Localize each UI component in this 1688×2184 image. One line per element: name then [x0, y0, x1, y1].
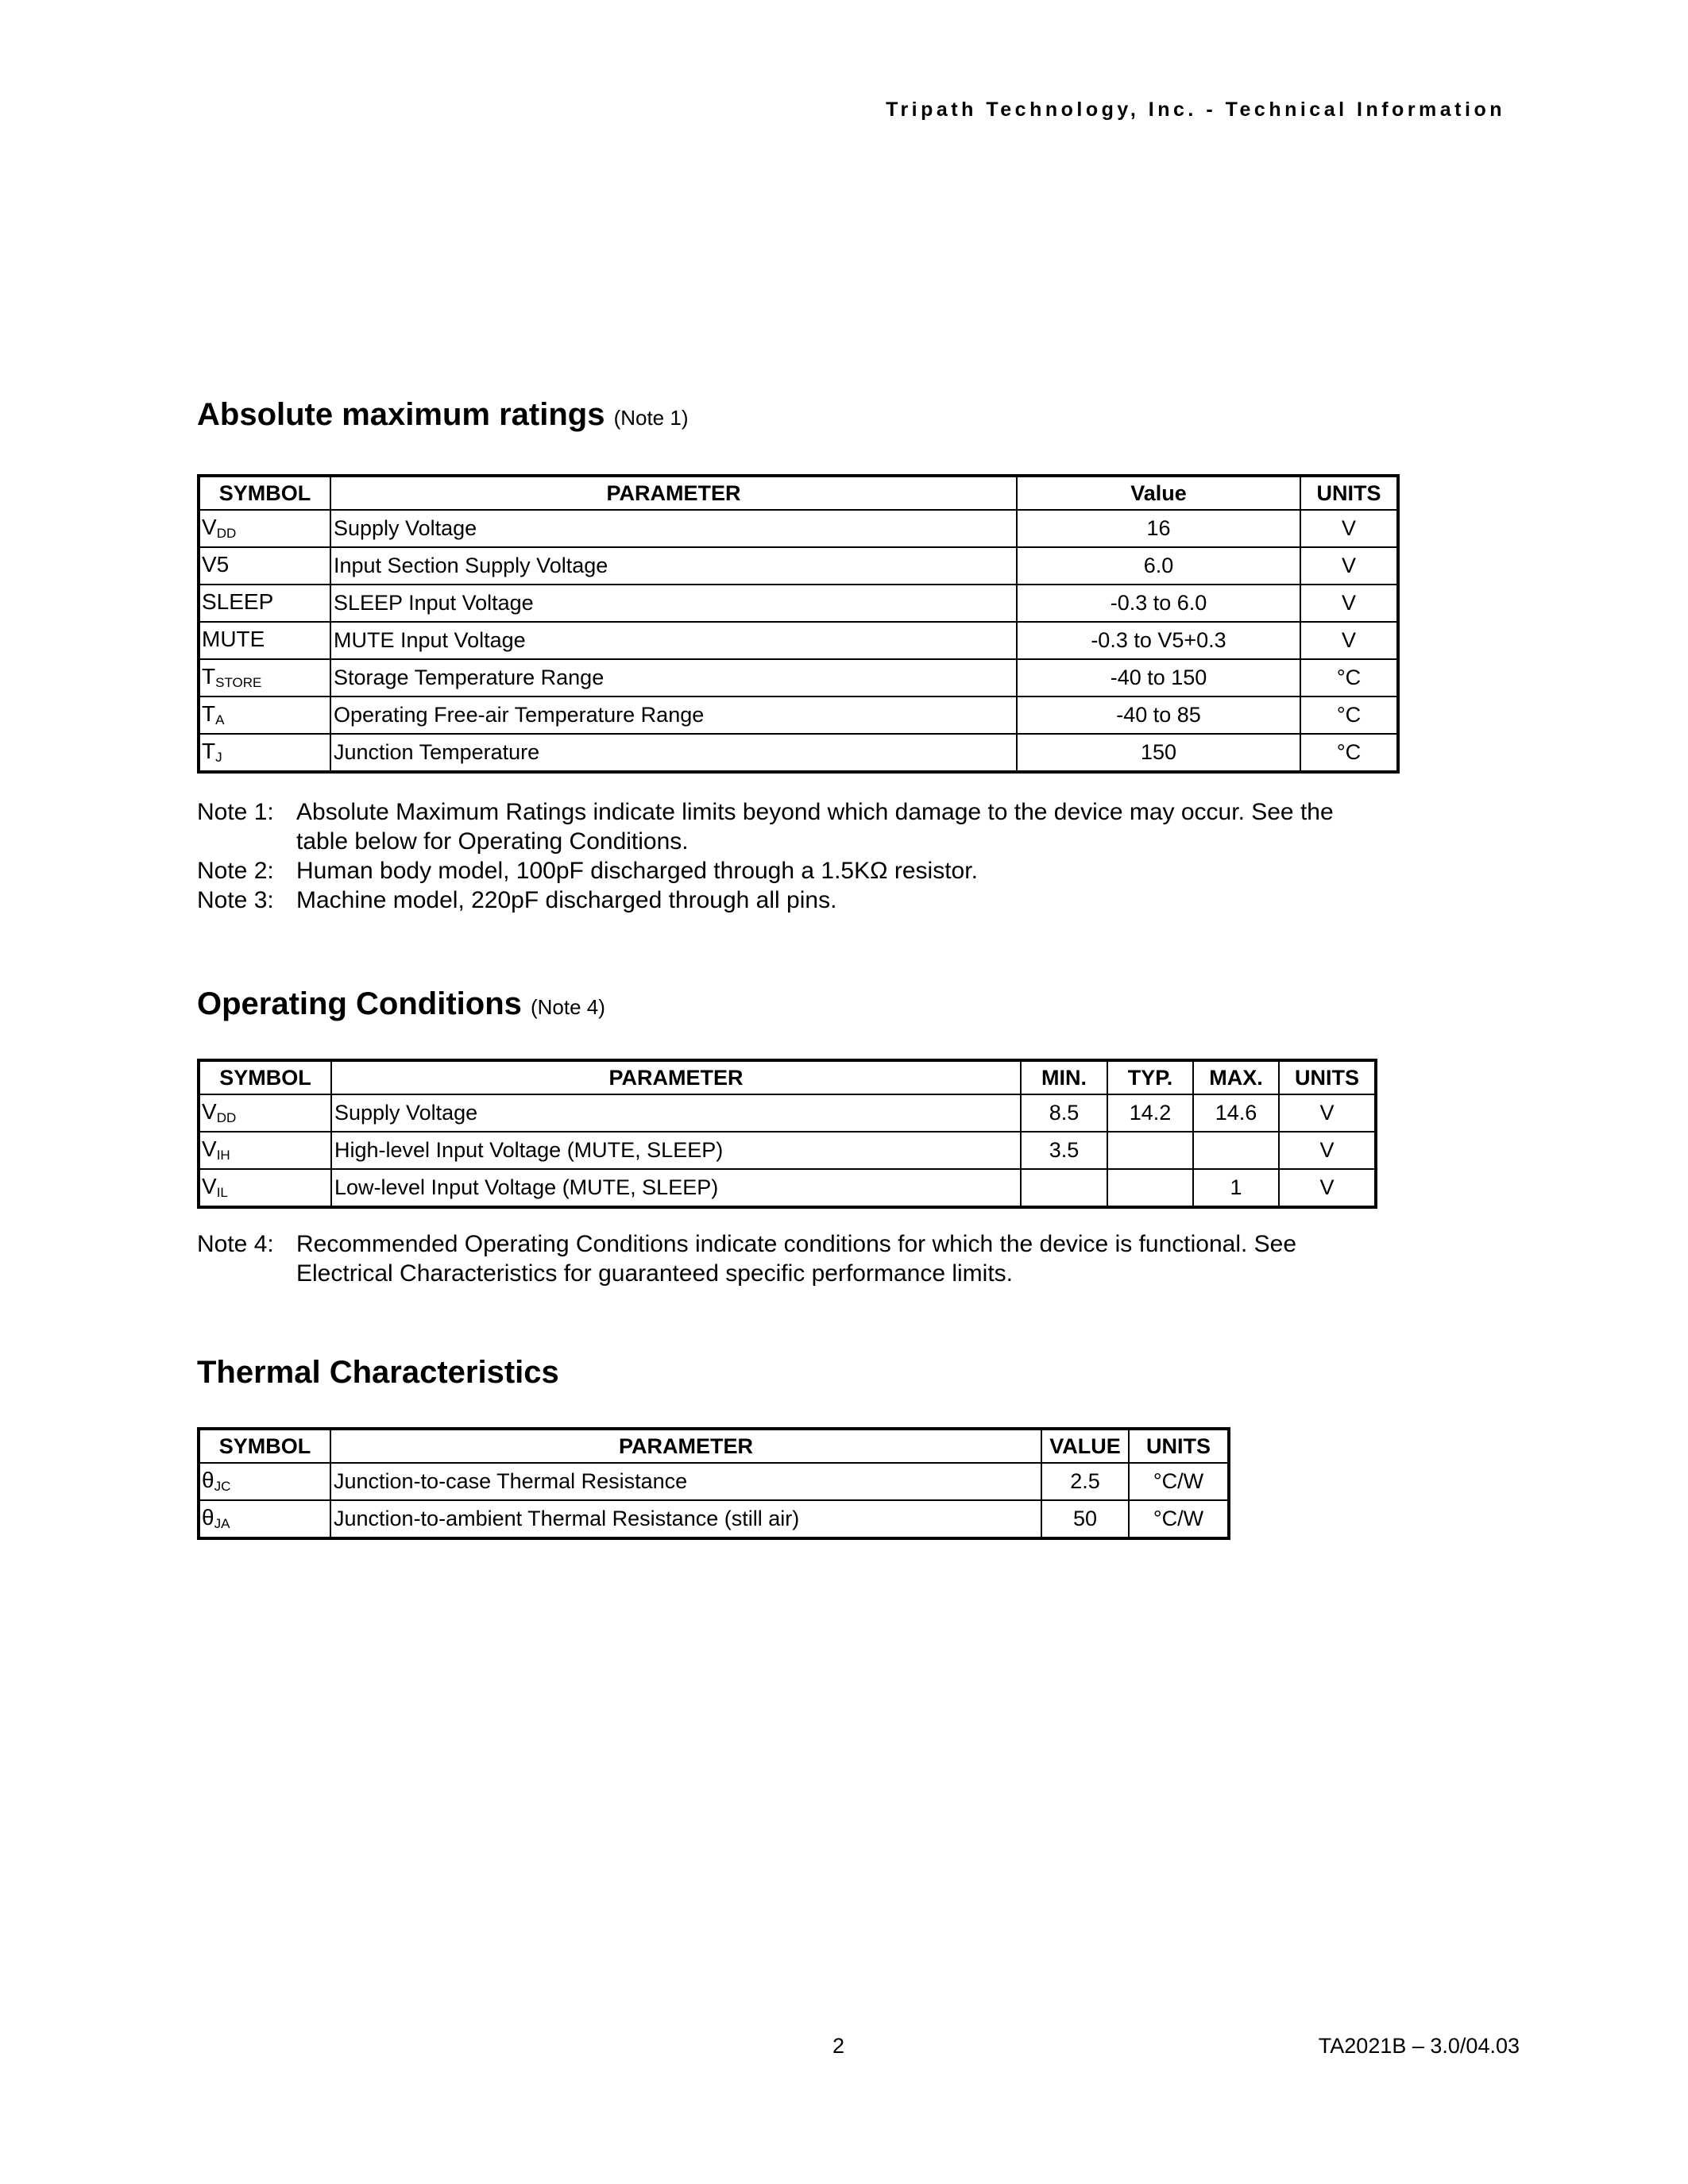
parameter-cell: Supply Voltage	[330, 510, 1017, 547]
abs-max-header-units: UNITS	[1300, 476, 1398, 510]
symbol-cell	[199, 1094, 331, 1132]
symbol-main: T	[202, 701, 216, 726]
symbol-cell	[199, 696, 330, 734]
thermal-header-parameter: PARAMETER	[330, 1429, 1041, 1463]
table-row	[199, 1132, 1376, 1169]
value-cell: -0.3 to V5+0.3	[1017, 622, 1300, 659]
thermal-title	[197, 1355, 559, 1391]
symbol-subscript: JC	[214, 1479, 231, 1494]
symbol-cell	[199, 510, 330, 547]
symbol-cell	[199, 1169, 331, 1207]
parameter-cell: Supply Voltage	[331, 1094, 1021, 1132]
note-2	[197, 856, 1334, 886]
abs-max-header-symbol: SYMBOL	[199, 476, 330, 510]
min-cell: 8.5	[1021, 1094, 1107, 1132]
symbol-cell	[199, 659, 330, 696]
symbol-main: V	[202, 1099, 217, 1124]
note-3	[197, 886, 1334, 915]
abs-max-header-value: Value	[1017, 476, 1300, 510]
table-row	[199, 547, 1398, 585]
value-cell: -40 to 150	[1017, 659, 1300, 696]
table-row	[199, 622, 1398, 659]
symbol-main: V	[202, 515, 217, 539]
op-cond-title-text: Operating Conditions	[197, 986, 522, 1021]
symbol-subscript: IH	[216, 1148, 230, 1163]
op-cond-header-min: MIN.	[1021, 1060, 1107, 1094]
note-line: table below for Operating Conditions.	[296, 828, 689, 855]
note-label: Note 1:	[197, 799, 274, 825]
abs-max-table	[197, 474, 1400, 774]
abs-max-notes	[197, 797, 1334, 915]
value-cell: 2.5	[1041, 1463, 1129, 1500]
value-cell: -40 to 85	[1017, 696, 1300, 734]
symbol-cell	[199, 1132, 331, 1169]
op-cond-notes	[197, 1229, 1296, 1288]
note-text	[296, 797, 1334, 856]
units-cell: V	[1279, 1169, 1376, 1207]
note-label: Note 4:	[197, 1231, 274, 1257]
page-number: 2	[832, 2034, 845, 2058]
table-row	[199, 659, 1398, 696]
units-cell: V	[1279, 1132, 1376, 1169]
thermal-header-symbol: SYMBOL	[199, 1429, 330, 1463]
symbol-cell	[199, 622, 330, 659]
note-text	[296, 1229, 1296, 1288]
thermal-header-units: UNITS	[1129, 1429, 1229, 1463]
max-cell: 14.6	[1193, 1094, 1279, 1132]
note-line: Electrical Characteristics for guaranteed specific performance limits.	[296, 1260, 1014, 1287]
note-line: Recommended Operating Conditions indicate conditions for which the device is functional. See	[296, 1231, 1297, 1257]
table-row	[199, 696, 1398, 734]
min-cell: 3.5	[1021, 1132, 1107, 1169]
typ-cell	[1107, 1169, 1193, 1207]
symbol-main: θ	[202, 1505, 214, 1530]
op-cond-title	[197, 986, 605, 1022]
note-line: Absolute Maximum Ratings indicate limits beyond which damage to the device may occur. See the	[296, 799, 1334, 825]
symbol-subscript: STORE	[215, 675, 262, 690]
abs-max-title-text: Absolute maximum ratings	[197, 397, 605, 432]
symbol-main: θ	[202, 1468, 214, 1492]
op-cond-header-row	[199, 1060, 1376, 1094]
note-label: Note 2:	[197, 858, 274, 884]
symbol-main: T	[202, 664, 216, 689]
op-cond-header-symbol: SYMBOL	[199, 1060, 331, 1094]
table-row	[199, 1169, 1376, 1207]
symbol-subscript: JA	[214, 1516, 230, 1531]
note-line: Human body model, 100pF discharged through a 1.5KΩ resistor.	[296, 858, 978, 884]
document-id: TA2021B – 3.0/04.03	[1318, 2034, 1520, 2058]
abs-max-header-parameter: PARAMETER	[330, 476, 1017, 510]
symbol-cell	[199, 585, 330, 622]
parameter-cell: Storage Temperature Range	[330, 659, 1017, 696]
units-cell: V	[1300, 622, 1398, 659]
note-4	[197, 1229, 1296, 1288]
parameter-cell: Junction-to-case Thermal Resistance	[330, 1463, 1041, 1500]
op-cond-header-max: MAX.	[1193, 1060, 1279, 1094]
symbol-subscript: IL	[216, 1185, 228, 1200]
note-1	[197, 797, 1334, 856]
symbol-cell	[199, 1500, 330, 1538]
parameter-cell: High-level Input Voltage (MUTE, SLEEP)	[331, 1132, 1021, 1169]
units-cell: °C	[1300, 659, 1398, 696]
max-cell	[1193, 1132, 1279, 1169]
value-cell: -0.3 to 6.0	[1017, 585, 1300, 622]
symbol-subscript: A	[215, 712, 225, 727]
symbol-subscript: DD	[216, 526, 237, 541]
parameter-cell: Junction-to-ambient Thermal Resistance (still air)	[330, 1500, 1041, 1538]
thermal-table	[197, 1427, 1230, 1540]
thermal-title-text: Thermal Characteristics	[197, 1355, 559, 1390]
abs-max-title	[197, 397, 688, 433]
value-cell: 6.0	[1017, 547, 1300, 585]
symbol-main: V	[202, 1136, 217, 1161]
symbol-main: MUTE	[202, 627, 265, 651]
table-row	[199, 510, 1398, 547]
table-row	[199, 1094, 1376, 1132]
abs-max-note-ref: (Note 1)	[613, 406, 689, 430]
symbol-main: SLEEP	[202, 589, 274, 614]
symbol-cell	[199, 1463, 330, 1500]
symbol-main: T	[202, 739, 216, 763]
op-cond-table	[197, 1059, 1377, 1209]
table-row	[199, 1500, 1229, 1538]
note-line: Machine model, 220pF discharged through all pins.	[296, 887, 837, 913]
note-text	[296, 856, 978, 886]
note-label: Note 3:	[197, 887, 274, 913]
max-cell: 1	[1193, 1169, 1279, 1207]
thermal-header-value: VALUE	[1041, 1429, 1129, 1463]
thermal-header-row	[199, 1429, 1229, 1463]
value-cell: 16	[1017, 510, 1300, 547]
units-cell: V	[1300, 585, 1398, 622]
typ-cell	[1107, 1132, 1193, 1169]
units-cell: V	[1300, 547, 1398, 585]
parameter-cell: Low-level Input Voltage (MUTE, SLEEP)	[331, 1169, 1021, 1207]
parameter-cell: Operating Free-air Temperature Range	[330, 696, 1017, 734]
parameter-cell: Junction Temperature	[330, 734, 1017, 772]
typ-cell: 14.2	[1107, 1094, 1193, 1132]
symbol-main: V	[202, 1174, 217, 1198]
symbol-subscript: J	[215, 750, 222, 765]
op-cond-note-ref: (Note 4)	[531, 995, 605, 1019]
op-cond-header-parameter: PARAMETER	[331, 1060, 1021, 1094]
parameter-cell: Input Section Supply Voltage	[330, 547, 1017, 585]
units-cell: °C	[1300, 696, 1398, 734]
symbol-main: V5	[202, 552, 230, 577]
note-text	[296, 886, 836, 915]
abs-max-header-row	[199, 476, 1398, 510]
table-row	[199, 1463, 1229, 1500]
table-row	[199, 734, 1398, 772]
units-cell: °C	[1300, 734, 1398, 772]
min-cell	[1021, 1169, 1107, 1207]
value-cell: 50	[1041, 1500, 1129, 1538]
page-header: Tripath Technology, Inc. - Technical Information	[886, 98, 1505, 121]
units-cell: °C/W	[1129, 1463, 1229, 1500]
value-cell: 150	[1017, 734, 1300, 772]
op-cond-header-units: UNITS	[1279, 1060, 1376, 1094]
table-row	[199, 585, 1398, 622]
units-cell: V	[1300, 510, 1398, 547]
symbol-cell	[199, 734, 330, 772]
symbol-cell	[199, 547, 330, 585]
symbol-subscript: DD	[216, 1110, 237, 1125]
units-cell: V	[1279, 1094, 1376, 1132]
parameter-cell: MUTE Input Voltage	[330, 622, 1017, 659]
units-cell: °C/W	[1129, 1500, 1229, 1538]
parameter-cell: SLEEP Input Voltage	[330, 585, 1017, 622]
op-cond-header-typ: TYP.	[1107, 1060, 1193, 1094]
